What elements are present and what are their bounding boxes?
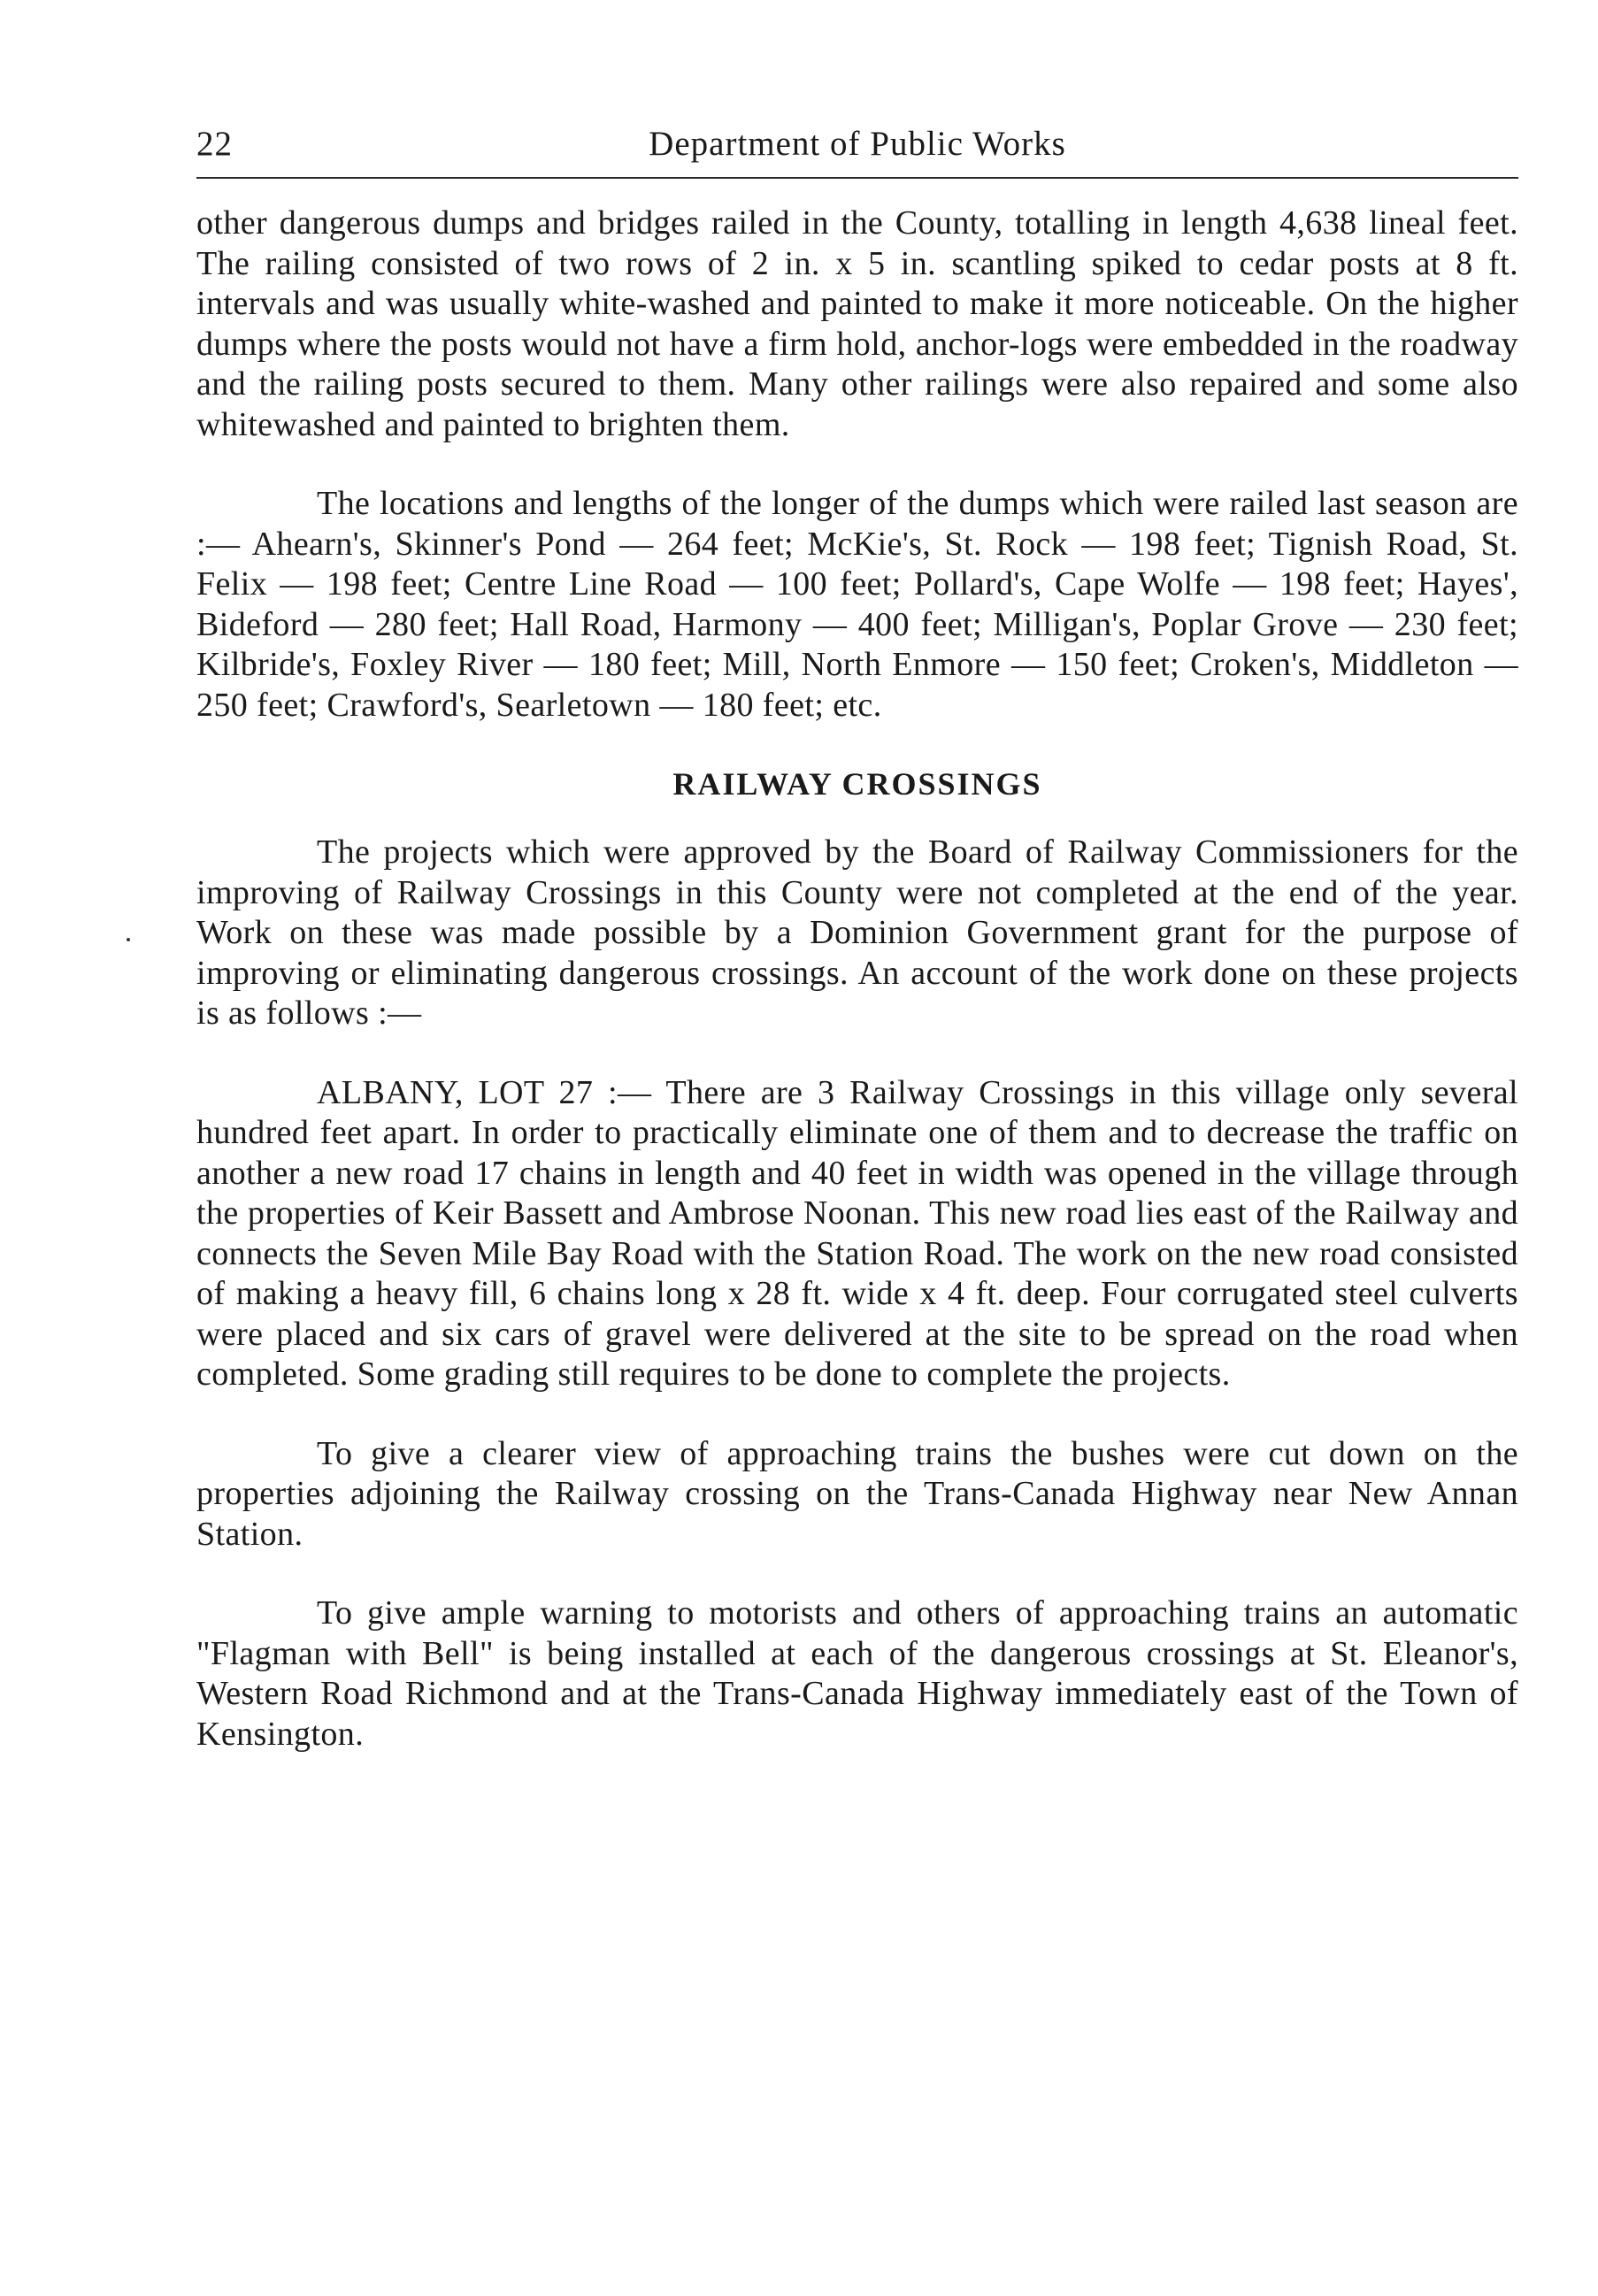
paragraph-clearer-view: To give a clearer view of approaching trains the bushes were cut down on the properties adjoining the Railway crossing on the Trans-Canada Highway near New Annan Station. xyxy=(196,1434,1518,1553)
section-heading-railway-crossings: RAILWAY CROSSINGS xyxy=(672,766,1042,802)
header-title: Department of Public Works xyxy=(649,125,1066,163)
paragraph-flagman-warning: To give ample warning to motorists and others of approaching trains an automatic "Flagman with Bell" is being installed at each of the dangerous crossings at St. Eleanor's, Western Road Richmond and at the Trans-Canada Highway immediately east of the Town of Kensington. xyxy=(196,1594,1518,1753)
page-number: 22 xyxy=(196,125,233,163)
running-head xyxy=(196,115,1518,168)
header-rule xyxy=(196,177,1518,179)
paragraph-dump-locations: The locations and lengths of the longer of the dumps which were railed last season are :— Ahearn's, Skinner's Pond — 264 feet; McKie's, St. Rock — 198 feet; Tignish Road, St. Felix — 198 feet; Centre Line Road — 100 feet; Pollard's, Cape Wolfe — 198 feet; Hayes', Bideford — 280 feet; Hall Road, Harmony — 400 feet; Milligan's, Poplar Grove — 230 feet; Kilbride's, Foxley River — 180 feet; Mill, North Enmore — 150 feet; Croken's, Middleton — 250 feet; Crawford's, Searletown — 180 feet; etc. xyxy=(196,485,1518,724)
document-page xyxy=(196,115,1518,1793)
paragraph-railing-description: other dangerous dumps and bridges railed in the County, totalling in length 4,638 lineal feet. The railing consisted of two rows of 2 in. x 5 in. scantling spiked to cedar posts at 8 ft. intervals and was usually white-washed and painted to make it more noticeable. On the higher dumps where the posts would not have a firm hold, anchor-logs were embedded in the roadway and the railing posts secured to them. Many other railings were also repaired and some also whitewashed and painted to brighten them. xyxy=(196,204,1518,443)
paragraph-crossing-projects: The projects which were approved by the Board of Railway Commissioners for the improving of Railway Crossings in this County were not completed at the end of the year. Work on these was made possible by a Dominion Government grant for the purpose of improving or eliminating dangerous crossings. An account of the work done on these projects is as follows :— xyxy=(196,833,1518,1032)
paragraph-albany-lot-27: ALBANY, LOT 27 :— There are 3 Railway Crossings in this village only several hundred feet apart. In order to practically eliminate one of them and to decrease the traffic on another a new road 17 chains in length and 40 feet in width was opened in the village through the properties of Keir Bassett and Ambrose Noonan. This new road lies east of the Railway and connects the Seven Mile Bay Road with the Station Road. The work on the new road consisted of making a heavy fill, 6 chains long x 28 ft. wide x 4 ft. deep. Four corrugated steel culverts were placed and six cars of gravel were delivered at the site to be spread on the road when completed. Some grading still requires to be done to complete the projects. xyxy=(196,1073,1518,1393)
print-speck xyxy=(127,938,130,941)
